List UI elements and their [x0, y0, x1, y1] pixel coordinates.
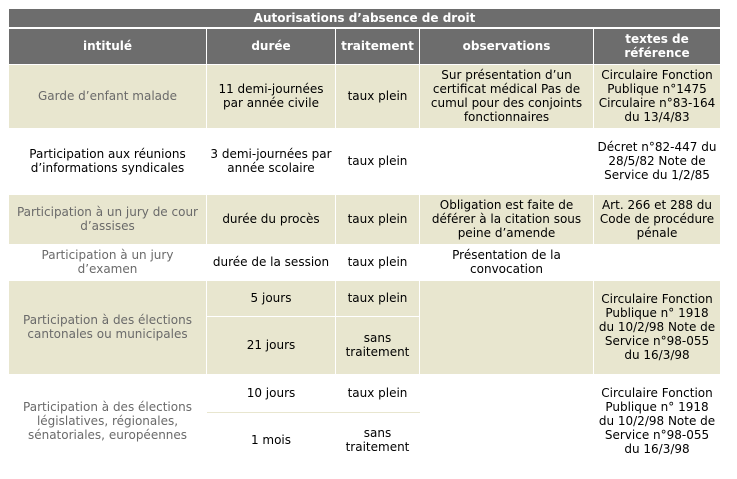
cell-textes: Circulaire Fonction Publique n° 1918 du 10/2/98 Note de Service n°98-055 du 16/3/98	[594, 374, 721, 468]
table-row	[9, 64, 721, 128]
table-title: Autorisations d’absence de droit	[9, 9, 721, 29]
cell-intitule: Participation à un jury d’examen	[9, 244, 207, 280]
cell-traitement: sans traitement	[336, 412, 420, 468]
header-traitement: traitement	[336, 28, 420, 64]
cell-traitement: taux plein	[336, 64, 420, 128]
cell-intitule: Participation à des élections législatives, régionales, sénatoriales, européennes	[9, 374, 207, 468]
absence-table	[8, 8, 721, 469]
table-row	[9, 244, 721, 280]
cell-textes: Art. 266 et 288 du Code de procédure pénale	[594, 194, 721, 244]
table-row	[9, 194, 721, 244]
cell-duree: 10 jours	[207, 374, 336, 412]
header-observations: observations	[420, 28, 594, 64]
table-row	[9, 280, 721, 316]
cell-duree: durée de la session	[207, 244, 336, 280]
header-duree: durée	[207, 28, 336, 64]
cell-traitement: taux plein	[336, 244, 420, 280]
cell-observations	[420, 374, 594, 468]
cell-traitement: taux plein	[336, 194, 420, 244]
cell-intitule: Garde d’enfant malade	[9, 64, 207, 128]
table-row	[9, 128, 721, 194]
cell-duree: 1 mois	[207, 412, 336, 468]
cell-intitule: Participation aux réunions d’informations syndicales	[9, 128, 207, 194]
cell-textes: Circulaire Fonction Publique n°1475 Circulaire n°83-164 du 13/4/83	[594, 64, 721, 128]
cell-traitement: taux plein	[336, 280, 420, 316]
cell-duree: 3 demi-journées par année scolaire	[207, 128, 336, 194]
cell-textes	[594, 244, 721, 280]
table-row	[9, 374, 721, 412]
cell-duree: 5 jours	[207, 280, 336, 316]
header-textes: textes de référence	[594, 28, 721, 64]
cell-intitule: Participation à un jury de cour d’assises	[9, 194, 207, 244]
cell-traitement: taux plein	[336, 374, 420, 412]
cell-duree: 21 jours	[207, 316, 336, 374]
cell-duree: 11 demi-journées par année civile	[207, 64, 336, 128]
header-intitule: intitulé	[9, 28, 207, 64]
cell-traitement: sans traitement	[336, 316, 420, 374]
cell-duree: durée du procès	[207, 194, 336, 244]
cell-observations	[420, 128, 594, 194]
cell-intitule: Participation à des élections cantonales ou municipales	[9, 280, 207, 374]
cell-observations: Obligation est faite de déférer à la citation sous peine d’amende	[420, 194, 594, 244]
cell-observations: Sur présentation d’un certificat médical Pas de cumul pour des conjoints fonctionnaires	[420, 64, 594, 128]
cell-traitement: taux plein	[336, 128, 420, 194]
cell-textes: Décret n°82-447 du 28/5/82 Note de Service du 1/2/85	[594, 128, 721, 194]
cell-observations	[420, 280, 594, 374]
cell-textes: Circulaire Fonction Publique n° 1918 du 10/2/98 Note de Service n°98-055 du 16/3/98	[594, 280, 721, 374]
cell-observations: Présentation de la convocation	[420, 244, 594, 280]
